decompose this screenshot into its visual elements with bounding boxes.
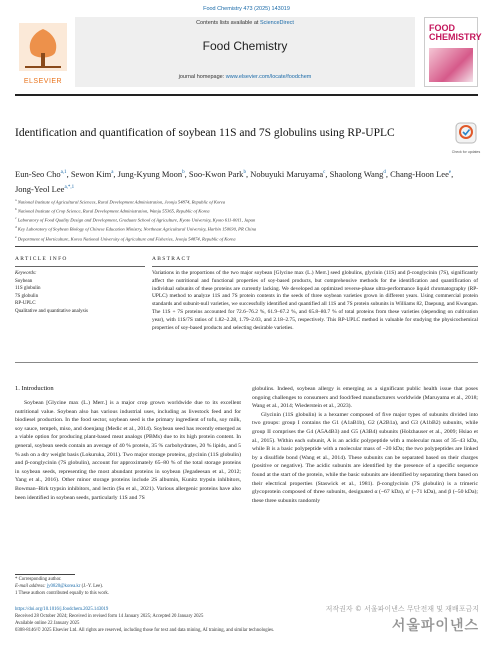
- keyword[interactable]: Qualitative and quantitative analysis: [15, 308, 88, 314]
- email-note: [15, 584, 255, 591]
- journal-reference[interactable]: Food Chemistry 473 (2025) 143019: [203, 6, 290, 12]
- intro-paragraph: globulins. Indeed, soybean allergy is emerging as a significant public health issue that poses ongoing challenges to consumers and food/feed manufacturers worldwide (Maruyama et al., 2018; Wang et al., 2014; Wiederstein et al., 2023).: [252, 386, 478, 410]
- article-info-rule: [15, 266, 145, 267]
- sciencedirect-link[interactable]: ScienceDirect: [259, 20, 294, 26]
- abstract-bottom-rule: [15, 362, 478, 363]
- header-rule: [15, 94, 478, 96]
- journal-title[interactable]: Food Chemistry: [202, 39, 288, 53]
- email-link[interactable]: jy0820@korea.kr: [46, 583, 81, 589]
- elsevier-tree-icon: [15, 19, 71, 75]
- intro-paragraph: Soybean [Glycine max (L.) Merr.] is a major crop grown worldwide due to its excellent nutritional value. Soybean also has various industrial uses, including as livestock feed and for biodiesel production. In the food sector, soybean seed is the primary ingredient of tofu, soy milk, soy sauce, tempeh, miso, and doenjang (Medic et al., 2014). Soybean seed has recently emerged as a viable option for producing plant-based meat analogs (PBMs) due to its high protein content. In general, soybean seeds contain an average of 40 % protein, 35 % carbohydrates, 20 % lipids, and 5 % ash on a dry weight basis (Lokuruka, 2011). Two major storage proteins, glycinin (11S globulin) and β-conglycinin (7S globulin), account for approximately 65–80 % of the total storage proteins in soybean seeds, representing the most abundant proteins in soybean (Jegadeesan et al., 2012; Yang et al., 2016). Other minor storage proteins include 2S albumin, Kunitz trypsin inhibitors, Bowman–Birk trypsin inhibitors, and lectin (Su et al., 2021). Various allergenic proteins have also been identified in soybean seeds, particularly 11S and 7S: [15, 400, 241, 501]
- abstract-rule: [152, 266, 478, 267]
- email-label: E-mail address:: [15, 583, 46, 589]
- keyword-list: [15, 278, 145, 315]
- body-column-left: [15, 399, 241, 502]
- email-suffix: (J.-Y. Lee).: [81, 583, 104, 589]
- author-list: Eun-Seo Cho$^{a,1}$, Sewon Kim$^a$, Jung-Kyung Moon$^b$, Soo-Kwon Park$^b$, Nobuyuki Maruyama$^c$, Shaolong Wang$^d$, Chang-Hoon Lee$^e$, Jong-Yeol Lee$^{a,*,1}$: [15, 168, 454, 194]
- doi-link[interactable]: https://doi.org/10.1016/j.foodchem.2025.143019: [15, 607, 109, 612]
- watermark-logo: 서울파이낸스: [391, 618, 479, 634]
- author[interactable]: Soo-Kwon Park$^b$: [188, 168, 246, 179]
- publisher-name: ELSEVIER: [23, 78, 63, 85]
- keyword[interactable]: RP-UPLC: [15, 301, 36, 307]
- footnotes: [15, 577, 255, 597]
- author[interactable]: Nobuyuki Maruyama$^c$: [250, 168, 326, 179]
- copyright: 0308-8146/© 2025 Elsevier Ltd. All rights are reserved, including those for text and data mining, AI training, and similar technologies.: [15, 628, 275, 633]
- section-rule: [15, 246, 478, 247]
- affiliation: $^a$ National Institute of Agricultural Sciences, Rural Development Administration, Jeonju 54874, Republic of Korea: [15, 198, 226, 205]
- author[interactable]: Sewon Kim$^a$: [70, 168, 114, 179]
- homepage-prefix: journal homepage:: [178, 74, 225, 80]
- footnote-rule: [15, 574, 75, 575]
- received-dates: Received 28 October 2024; Received in revised form 14 January 2025; Accepted 20 January 2025: [15, 614, 204, 619]
- abstract-heading: ABSTRACT: [152, 256, 192, 262]
- keyword[interactable]: Soybean: [15, 279, 33, 284]
- cover-title: FOOD CHEMISTRY: [429, 23, 482, 42]
- cover-art: [429, 48, 473, 82]
- journal-header: [15, 17, 482, 92]
- author[interactable]: Chang-Hoon Lee$^e$: [390, 168, 452, 179]
- check-label: Check for updates: [451, 150, 481, 154]
- affiliation: $^d$ Key Laboratory of Soybean Biology of Chinese Education Ministry, Northeast Agricultural University, Harbin 150030, PR China: [15, 225, 257, 232]
- affiliation: $^b$ National Institute of Crop Science, Rural Development Administration, Wanju 55365, Republic of Korea: [15, 207, 210, 214]
- abstract-text: Variations in the proportions of the two major soybean [Glycine max (L.) Merr.] seed globulins, glycinin (11S) and β-conglycinin (7S), significantly affect the nutritional and functional properties of soy-based products, but comprehensive methods for the identification and quantification of individual subunits of these proteins are currently lacking. We developed an optimized reverse-phase ultra-performance liquid chromatography (RP-UPLC) method to analyze 11S and 7S protein contents in the seeds of three soybean varieties grown in different years. Using commercial protein standards and subunit-null varieties, we successfully identified and quantified all 11S and 7S protein subunits in Williams 82, Daepung, and Kwangan. The 11S + 7S proteins accounted for 72.6–76.2 %, 61.9–67.2 %, and 65.8–80.7 % of total proteins from these varieties (depending on cultivation year), with 11S/7S ratios of 1.82–2.28, 1.79–2.03, and 2.18–2.75, respectively. This RP-UPLC method is valuable for studying the physicochemical properties of soy-based products and selecting desirable varieties.: [152, 270, 478, 331]
- available-online: Available online 22 January 2025: [15, 621, 80, 626]
- watermark: [326, 604, 479, 635]
- affiliation-list: [15, 197, 465, 243]
- corresponding-author-note: * Corresponding author.: [15, 577, 62, 582]
- keyword[interactable]: 7S globulin: [15, 293, 39, 299]
- author[interactable]: Jung-Kyung Moon$^b$: [117, 168, 185, 179]
- author[interactable]: Shaolong Wang$^d$: [329, 168, 386, 179]
- author[interactable]: Jong-Yeol Lee$^{a,*,1}$: [15, 183, 75, 194]
- homepage-link[interactable]: www.elsevier.com/locate/foodchem: [225, 74, 312, 80]
- author[interactable]: Eun-Seo Cho$^{a,1}$: [15, 168, 67, 179]
- homepage-line: [75, 74, 415, 80]
- elsevier-logo[interactable]: [15, 19, 71, 85]
- watermark-caption: 저작권자 © 서울파이낸스 무단전재 및 재배포금지: [325, 605, 479, 613]
- article-info-heading: ARTICLE INFO: [15, 256, 68, 262]
- keywords-label: Keywords:: [15, 271, 37, 276]
- equal-contribution-note: 1 These authors contributed equally to this work.: [15, 590, 109, 596]
- article-title: Identification and quantification of soybean 11S and 7S globulins using RP-UPLC: [15, 127, 395, 139]
- affiliation: $^e$ Department of Horticulture, Korea National University of Agriculture and Fisheries, Jeonju 54874, Republic of Korea: [15, 234, 236, 242]
- journal-cover[interactable]: [424, 17, 482, 87]
- contents-line: [75, 20, 415, 26]
- masthead: [75, 17, 415, 87]
- contents-prefix: Contents lists available at: [196, 20, 259, 26]
- check-for-updates-icon[interactable]: [455, 122, 477, 150]
- intro-paragraph: Glycinin (11S globulin) is a hexamer composed of five major types of subunits divided into two groups: group I contains the G1 (A1aB1b), G2 (A2B1a), and G3 (A1bB2) subunits, while group II comprises the G4 (A5A4B3) and G5 (A3B4) subunits (Holzhauser et al., 2009; Hsiao et al., 2015). Within each subunit, A is an acidic polypeptide with a molecular mass of 35–43 kDa, while B is a basic polypeptide with a molecular mass of ~20 kDa; the two polypeptides are linked by a disulfide bond (Wang et al., 2014). These subunits can be separated based on their charges (positive or negative). The acidic subunits are identified by the presence of a specific sequence found at the start of the protein, while the basic subunits are identified by separating them based on their electrical properties (Staswick et al., 1981). β-conglycinin (7S globulin) is a trimeric glycoprotein composed of three subunits, designated α (~67 kDa), α′ (~71 kDa), and β (~50 kDa); these three subunits randomly: [252, 411, 478, 504]
- body-column-right: [252, 385, 478, 505]
- affiliation: $^c$ Laboratory of Food Quality Design and Development, Graduate School of Agriculture, Kyoto University, Kyoto 611-0011, Japan: [15, 216, 256, 223]
- introduction-heading: 1. Introduction: [15, 385, 54, 392]
- keyword[interactable]: 11S globulin: [15, 286, 41, 292]
